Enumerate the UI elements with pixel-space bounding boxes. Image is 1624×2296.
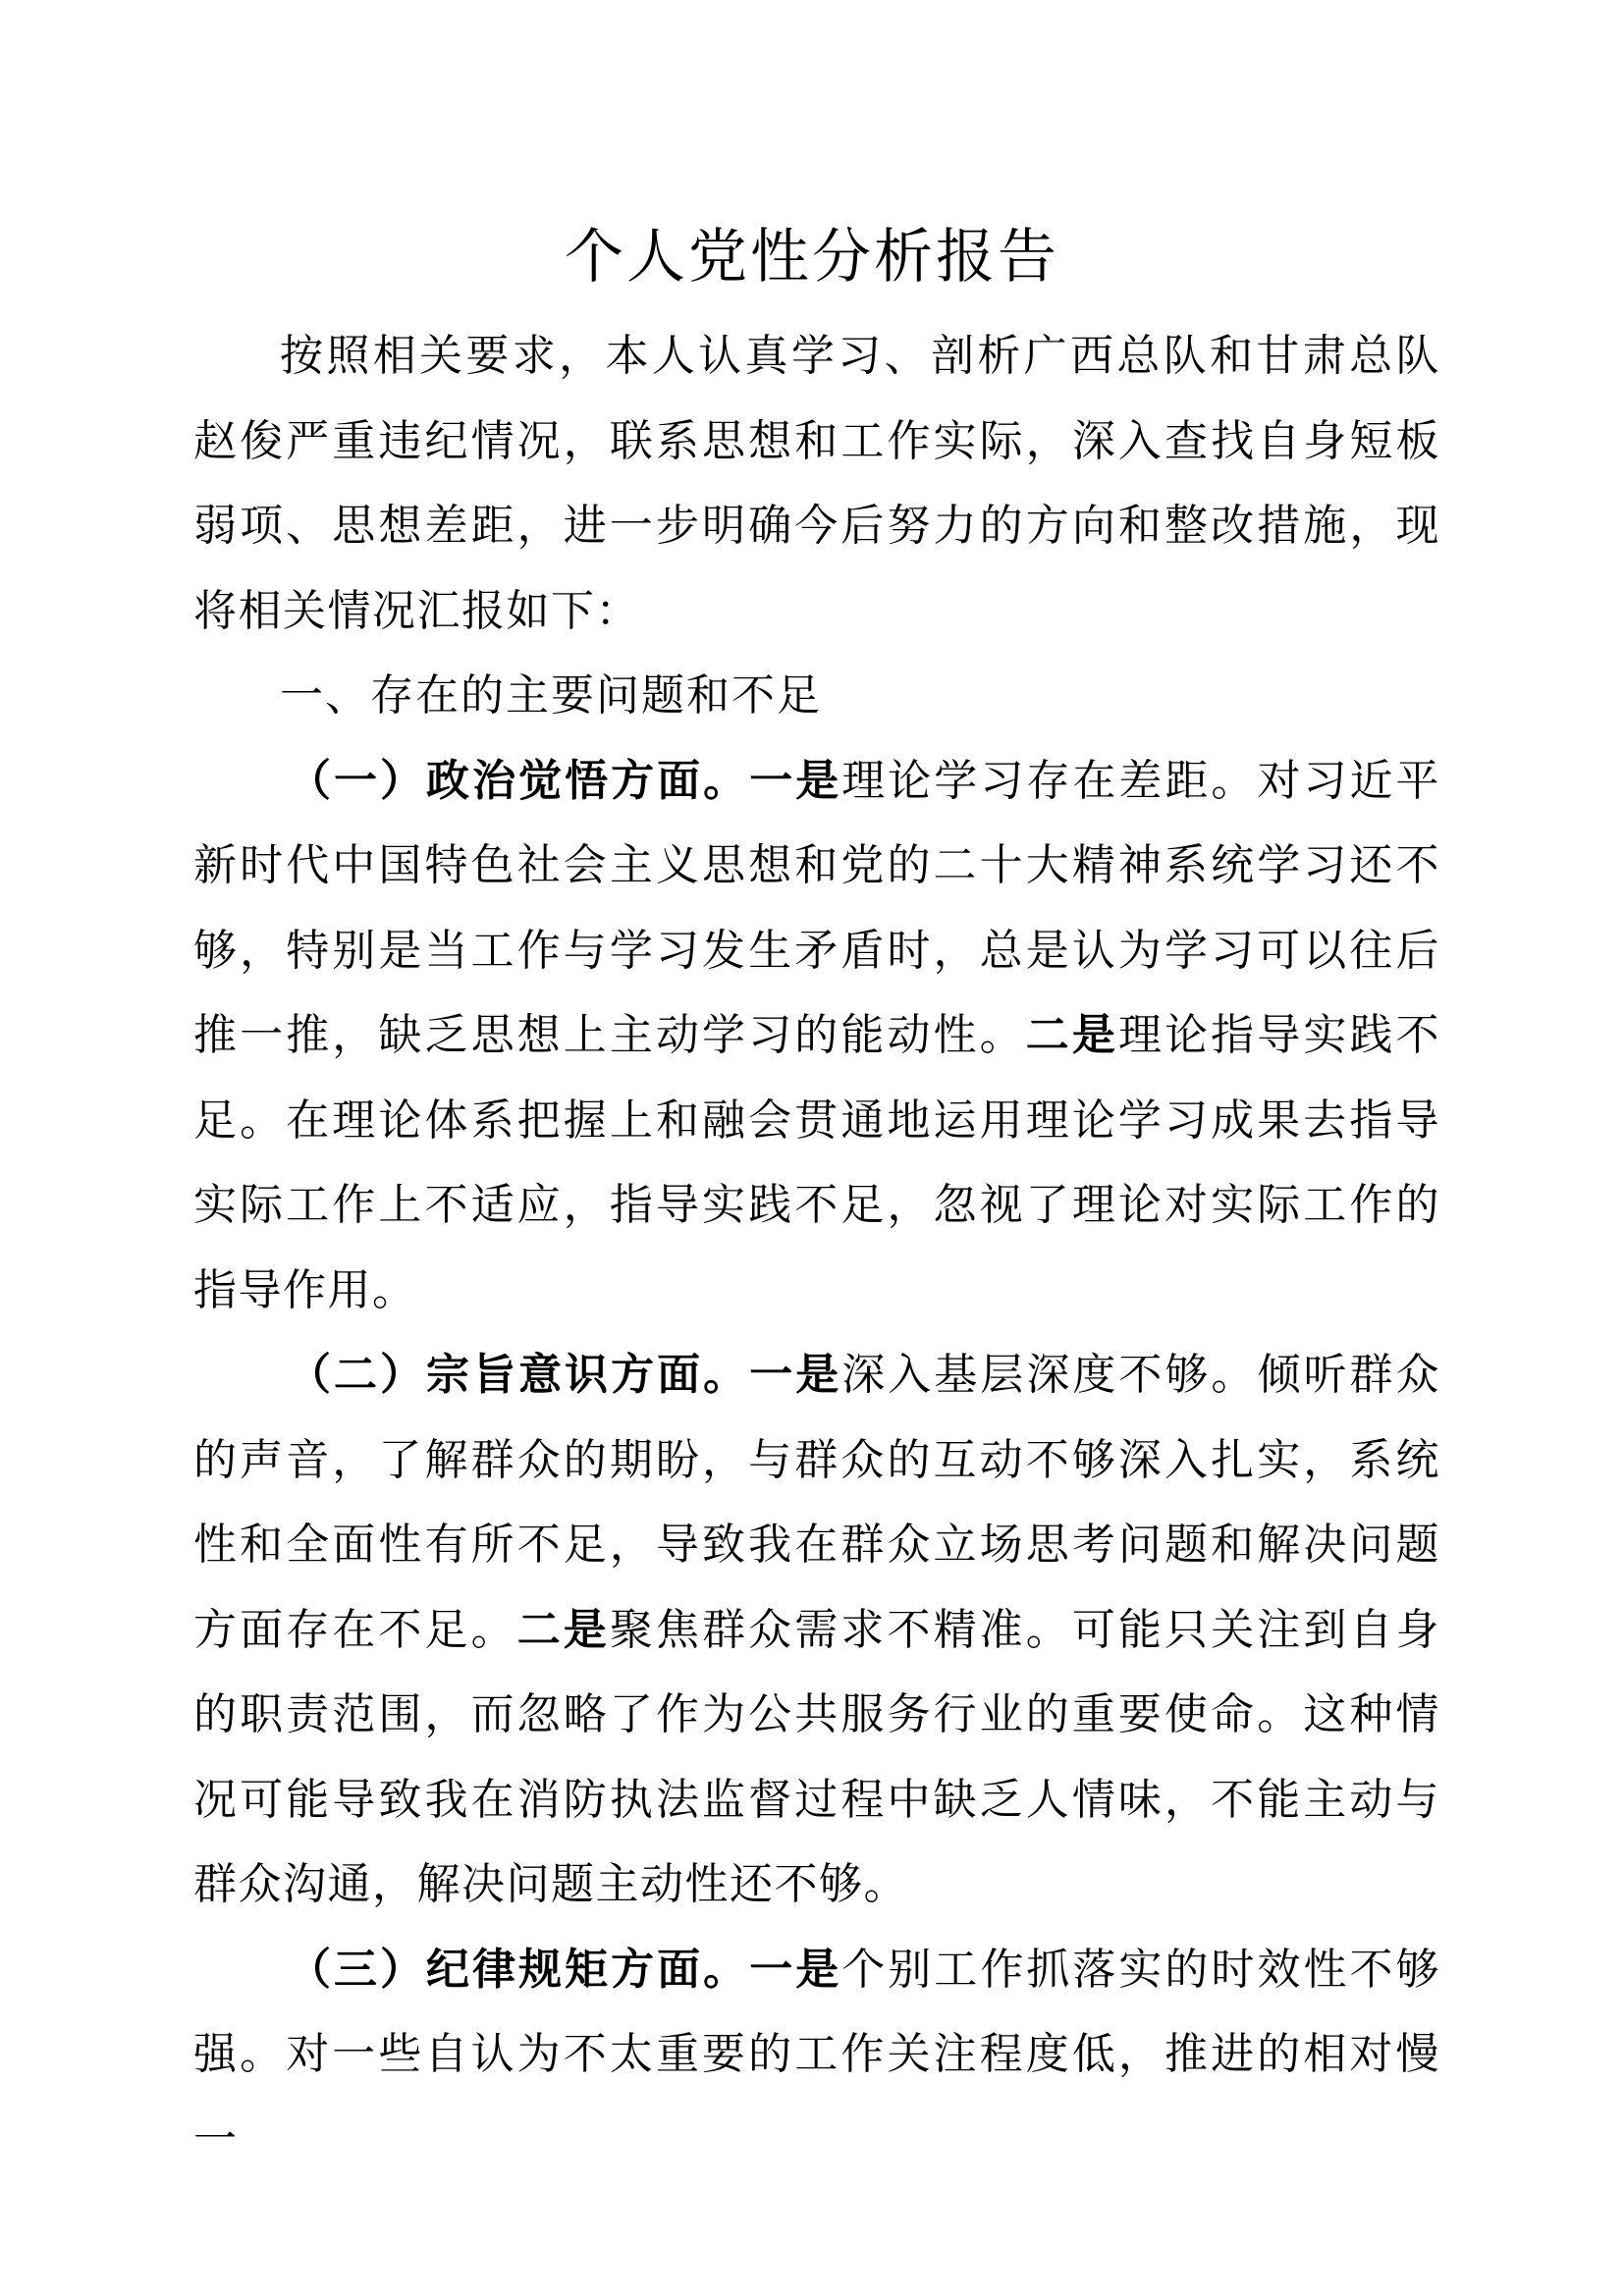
- point-text-first: 个别工作抓落实的时效性不够强。对一些自认为不太重要的工作关注程度低，推进的相对慢一: [193, 1944, 1441, 2164]
- item-discipline-rules: [193, 1928, 1440, 2183]
- document-body: [193, 314, 1440, 2182]
- item-heading: （二）宗旨意识方面。: [288, 1350, 750, 1400]
- item-heading: （三）纪律规矩方面。: [288, 1944, 750, 1995]
- point-text-first: 理论学习存在差距。对习近平新时代中国特色社会主义思想和党的二十大精神系统学习还不够，特别是当工作与学习发生矛盾时，总是认为学习可以往后推一推，缺乏思想上主动学习的能动性。: [193, 755, 1441, 1060]
- point-marker-first: 一是: [749, 755, 842, 806]
- point-marker-first: 一是: [749, 1944, 842, 1995]
- section-heading: 一、存在的主要问题和不足: [280, 670, 822, 721]
- item-purpose-awareness: [193, 1333, 1440, 1928]
- point-text-first: 深入基层深度不够。倾听群众的声音，了解群众的期盼，与群众的互动不够深入扎实，系统性和全面性有所不足，导致我在群众立场思考问题和解决问题方面存在不足。: [193, 1350, 1441, 1655]
- intro-paragraph: 按照相关要求，本人认真学习、剖析广西总队和甘肃总队赵俊严重违纪情况，联系思想和工作实际，深入查找自身短板弱项、思想差距，进一步明确今后努力的方向和整改措施，现将相关情况汇报如下：: [193, 331, 1440, 636]
- point-marker-first: 一是: [749, 1350, 842, 1400]
- item-political-awareness: [193, 739, 1440, 1334]
- point-marker-second: 二是: [516, 1604, 610, 1655]
- item-heading: （一）政治觉悟方面。: [288, 755, 750, 806]
- document-title: 个人党性分析报告: [565, 223, 1059, 292]
- point-text-second: 聚焦群众需求不精准。可能只关注到自身的职责范围，而忽略了作为公共服务行业的重要使命。这种情况可能导致我在消防执法监督过程中缺乏人情味，不能主动与群众沟通，解决问题主动性还不够。: [193, 1604, 1441, 1909]
- point-text-second: 理论指导实践不足。在理论体系把握上和融会贯通地运用理论学习成果去指导实际工作上不适应，指导实践不足，忽视了理论对实际工作的指导作用。: [193, 1010, 1441, 1315]
- point-marker-second: 二是: [1025, 1010, 1118, 1060]
